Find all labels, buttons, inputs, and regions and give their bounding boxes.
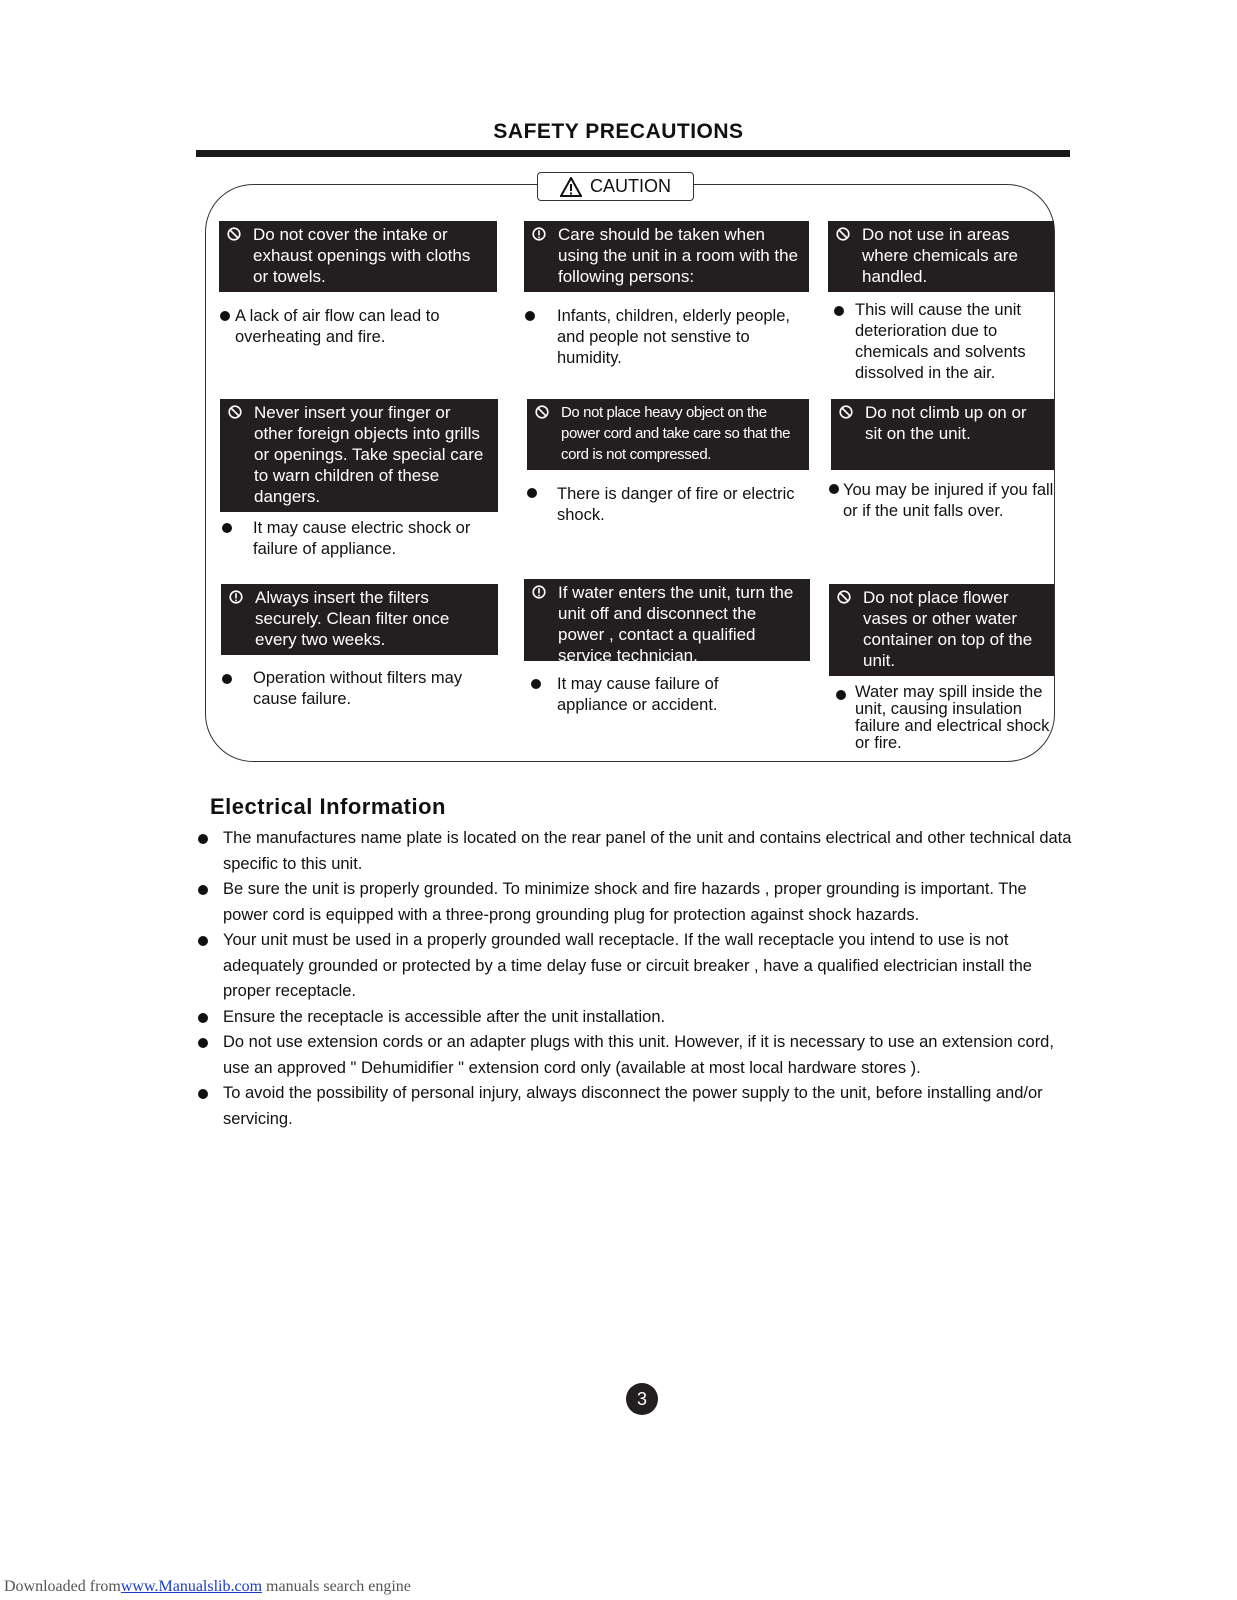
caution-header-6: [831, 399, 1054, 470]
list-item: Your unit must be used in a properly grounded wall receptacle. If the wall receptacle you intend to use is not adequately grounded or protected by a time delay fuse or circuit breaker , have a qualified electrician install the proper receptacle.: [196, 928, 1076, 1005]
list-item: The manufactures name plate is located on the rear panel of the unit and contains electrical and other technical data specific to this unit.: [196, 826, 1076, 877]
prohibition-icon: [836, 227, 850, 241]
list-item: Be sure the unit is properly grounded. To minimize shock and fire hazards , proper grounding is important. The power cord is equipped with a three-prong grounding plug for protection against shock hazards.: [196, 877, 1076, 928]
caution-header-8: [524, 579, 810, 665]
prohibition-icon: [535, 405, 549, 419]
bullet-dot: [220, 311, 230, 321]
caution-bullet-6: You may be injured if you fall or if the unit falls over.: [843, 481, 1054, 520]
footer-suffix: manuals search engine: [266, 1578, 411, 1595]
caution-header-text: Do not cover the intake or exhaust openings with cloths or towels.: [253, 225, 471, 286]
bullet-dot: [531, 679, 541, 689]
bullet-dot: [198, 1038, 208, 1048]
caution-header-5: [527, 399, 809, 470]
page-number: 3: [626, 1383, 658, 1415]
bullet-dot: [222, 523, 232, 533]
caution-bullet-1: A lack of air flow can lead to overheating and fire.: [235, 307, 440, 346]
bullet-dot: [525, 311, 535, 321]
bullet-dot: [198, 1089, 208, 1099]
caution-bullet-5: There is danger of fire or electric shock.: [557, 485, 795, 524]
prohibition-icon: [837, 590, 851, 604]
caution-header-9: [829, 584, 1054, 676]
caution-header-text: Always insert the filters securely. Clean filter once every two weeks.: [255, 588, 450, 649]
caution-bullet-7: Operation without filters may cause failure.: [253, 669, 463, 708]
caution-header-text: Do not place flower vases or other water container on top of the unit.: [863, 588, 1033, 670]
footer: [4, 1578, 411, 1596]
mandatory-icon: [532, 227, 546, 241]
section-title: Electrical Information: [210, 794, 446, 819]
caution-header-text: If water enters the unit, turn the unit off and disconnect the power , contact a qualified service technician.: [558, 583, 794, 665]
footer-prefix: Downloaded from: [4, 1578, 121, 1595]
caution-label-box: [537, 172, 694, 201]
caution-header-text: Never insert your finger or other foreign objects into grills or openings. Take special care to warn children of these dangers.: [254, 403, 484, 506]
caution-bullet-4: It may cause electric shock or failure of appliance.: [253, 519, 471, 558]
caution-header-text: Do not place heavy object on the power cord and take care so that the cord is not compressed.: [561, 404, 791, 463]
caution-label: CAUTION: [590, 176, 671, 196]
page-title: SAFETY PRECAUTIONS: [493, 120, 744, 143]
caution-header-3: [828, 221, 1054, 292]
bullet-dot: [222, 674, 232, 684]
prohibition-icon: [228, 405, 242, 419]
list-item: To avoid the possibility of personal injury, always disconnect the power supply to the unit, before installing and/or servicing.: [196, 1081, 1076, 1132]
prohibition-icon: [839, 405, 853, 419]
electrical-list: [196, 826, 1076, 1132]
caution-header-7: [221, 584, 498, 655]
caution-header-text: Care should be taken when using the unit in a room with the following persons:: [558, 225, 799, 286]
bullet-dot: [198, 834, 208, 844]
mandatory-icon: [229, 590, 243, 604]
bullet-dot: [834, 306, 844, 316]
bullet-dot: [198, 936, 208, 946]
caution-bullet-8: It may cause failure of appliance or accident.: [557, 675, 719, 714]
bullet-dot: [198, 1013, 208, 1023]
caution-header-text: Do not climb up on or sit on the unit.: [865, 403, 1027, 443]
caution-header-2: [524, 221, 809, 292]
caution-header-4: [220, 399, 498, 512]
bullet-dot: [198, 885, 208, 895]
bullet-dot: [829, 484, 839, 494]
caution-header-1: [219, 221, 497, 292]
mandatory-icon: [532, 585, 546, 599]
bullet-dot: [836, 690, 846, 700]
caution-bullet-2: Infants, children, elderly people, and people not senstive to humidity.: [557, 307, 790, 367]
list-item: Do not use extension cords or an adapter plugs with this unit. However, if it is necessary to use an extension cord, use an approved " Dehumidifier " extension cord only (available at most local hardware stores ).: [196, 1030, 1076, 1081]
caution-header-text: Do not use in areas where chemicals are handled.: [862, 225, 1018, 286]
caution-bullet-9: Water may spill inside the unit, causing insulation failure and electrical shock or fire.: [855, 683, 1050, 752]
caution-bullet-3: This will cause the unit deterioration due to chemicals and solvents dissolved in the air.: [855, 301, 1026, 382]
warning-triangle-icon: [560, 177, 582, 197]
title-rule: [196, 150, 1070, 157]
list-item: Ensure the receptacle is accessible after the unit installation.: [196, 1005, 1076, 1031]
footer-link[interactable]: www.Manualslib.com: [120, 1578, 263, 1595]
prohibition-icon: [227, 227, 241, 241]
bullet-dot: [527, 488, 537, 498]
